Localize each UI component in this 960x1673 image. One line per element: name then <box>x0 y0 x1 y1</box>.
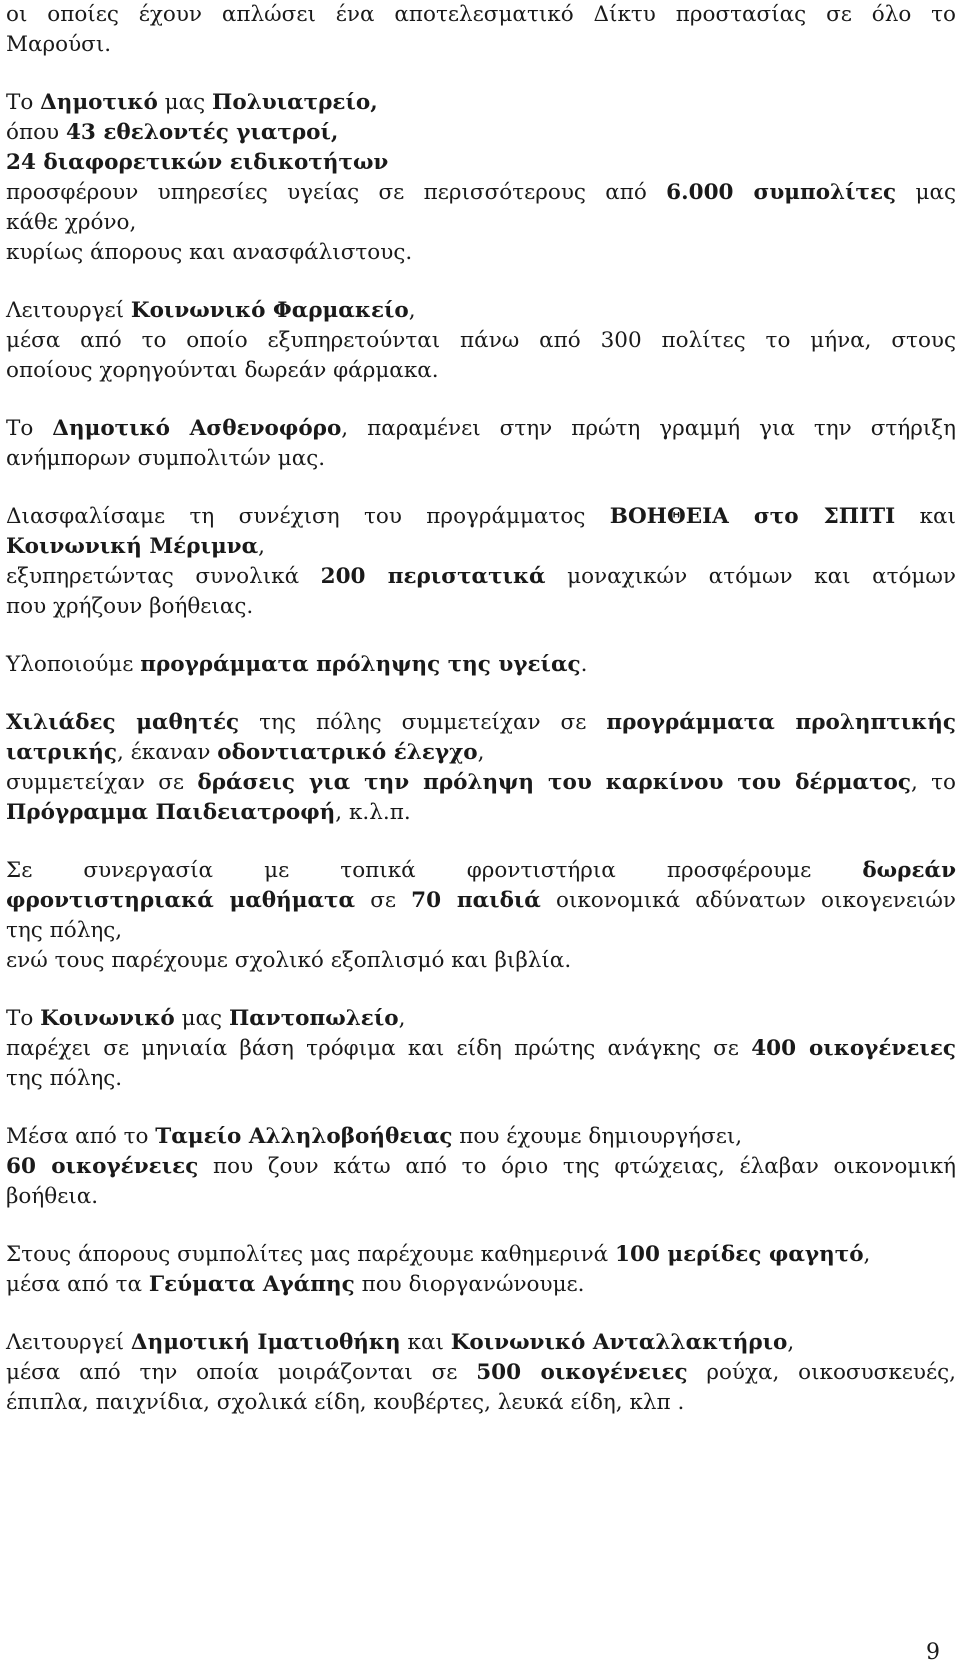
text-line <box>6 1358 956 1388</box>
text-run: ρούχα, οικοσυσκευές, <box>687 1360 956 1385</box>
paragraph <box>6 1328 956 1418</box>
text-line <box>6 532 956 562</box>
bold-text: 6.000 συμπολίτες <box>666 180 897 205</box>
text-run: Μαρούσι. <box>6 32 112 57</box>
text-line <box>6 856 956 886</box>
text-run: Διασφαλίσαμε τη συνέχιση του προγράμματος <box>6 504 610 529</box>
text-line <box>6 1240 956 1270</box>
text-line <box>6 238 956 268</box>
paragraph <box>6 1004 956 1094</box>
bold-text: 43 εθελοντές γιατροί, <box>65 120 339 145</box>
text-run: Μέσα από το <box>6 1124 156 1149</box>
text-run: Λειτουργεί <box>6 298 131 323</box>
text-run: μας <box>896 180 957 205</box>
bold-text: προγράμματα πρόληψης της υγείας <box>140 652 581 677</box>
text-line <box>6 444 956 474</box>
paragraph <box>6 1122 956 1212</box>
paragraph <box>6 856 956 976</box>
text-run: μέσα από το οποίο εξυπηρετούνται πάνω από 300 πολίτες το μήνα, στους <box>6 328 956 353</box>
text-run: , <box>398 1006 406 1031</box>
text-run: , το <box>910 770 956 795</box>
paragraph <box>6 708 956 828</box>
text-run: που ζουν κάτω από το όριο της φτώχειας, έλαβαν οικονομική <box>198 1154 957 1179</box>
text-run: Υλοποιούμε <box>6 652 141 677</box>
text-line <box>6 148 956 178</box>
text-run: εξυπηρετώντας συνολικά <box>6 564 321 589</box>
text-run: κυρίως άπορους και ανασφάλιστους. <box>6 240 413 265</box>
text-run: οι οποίες έχουν απλώσει ένα αποτελεσματικό Δίκτυ προστασίας σε όλο το <box>6 2 956 27</box>
text-run: ανήμπορων συμπολιτών μας. <box>6 446 326 471</box>
bold-text: 500 οικογένειες <box>476 1360 688 1385</box>
bold-text: 100 μερίδες φαγητό <box>615 1242 864 1267</box>
bold-text: 70 παιδιά <box>411 888 541 913</box>
paragraph <box>6 414 956 474</box>
text-run: , <box>408 298 416 323</box>
text-run: Το <box>6 1006 41 1031</box>
text-run: και <box>895 504 956 529</box>
paragraph <box>6 502 956 622</box>
text-run: , <box>258 534 265 559</box>
bold-text: Δημοτικό <box>40 90 158 115</box>
bold-text: δράσεις για την πρόληψη του καρκίνου του δέρματος <box>197 770 911 795</box>
text-line <box>6 738 956 768</box>
text-run: που χρήζουν βοήθειας. <box>6 594 254 619</box>
text-line <box>6 1270 956 1300</box>
text-line <box>6 886 956 916</box>
text-line <box>6 178 956 208</box>
text-line <box>6 1328 956 1358</box>
text-line <box>6 326 956 356</box>
bold-text: ιατρικής <box>6 740 117 765</box>
text-run: μέσα από την οποία μοιράζονται σε <box>6 1360 477 1385</box>
bold-text: Πολυιατρείο, <box>212 90 378 115</box>
bold-text: Κοινωνικό <box>40 1006 175 1031</box>
paragraph <box>6 1240 956 1300</box>
bold-text: Πρόγραμμα Παιδειατροφή <box>6 800 336 825</box>
text-line <box>6 1152 956 1182</box>
text-run: και <box>400 1330 451 1355</box>
page-number: 9 <box>926 1640 940 1665</box>
text-run: που έχουμε δημιουργήσει, <box>452 1124 743 1149</box>
text-run: μας <box>157 90 213 115</box>
text-line <box>6 798 956 828</box>
text-run: , κ.λ.π. <box>335 800 411 825</box>
bold-text: Κοινωνική Μέριμνα <box>6 534 259 559</box>
bold-text: Δημοτικό Ασθενοφόρο <box>52 416 342 441</box>
bold-text: Κοινωνικό Φαρμακείο <box>130 298 409 323</box>
text-run: της πόλης. <box>6 1066 123 1091</box>
text-run: συμμετείχαν σε <box>6 770 198 795</box>
text-run: της πόλης συμμετείχαν σε <box>239 710 607 735</box>
text-run: , <box>787 1330 795 1355</box>
bold-text: Παντοπωλείο <box>228 1006 399 1031</box>
text-line <box>6 1034 956 1064</box>
text-line <box>6 592 956 622</box>
text-line <box>6 118 956 148</box>
text-run: , έκαναν <box>116 740 218 765</box>
text-line <box>6 30 956 60</box>
text-line <box>6 208 956 238</box>
text-run: μοναχικών ατόμων και ατόμων <box>545 564 957 589</box>
text-run: κάθε χρόνο, <box>6 210 137 235</box>
bold-text: προγράμματα προληπτικής <box>606 710 957 735</box>
text-run: Σε συνεργασία με τοπικά φροντιστήρια προσφέρουμε <box>6 858 863 883</box>
text-run: Στους άπορους συμπολίτες μας παρέχουμε καθημερινά <box>6 1242 616 1267</box>
bold-text: 24 διαφορετικών ειδικοτήτων <box>6 150 389 175</box>
bold-text: ΒΟΗΘΕΙΑ στο ΣΠΙΤΙ <box>609 504 896 529</box>
text-run: όπου <box>6 120 66 145</box>
text-run: έπιπλα, παιχνίδια, σχολικά είδη, κουβέρτες, λευκά είδη, κλπ . <box>6 1390 685 1415</box>
bold-text: φροντιστηριακά μαθήματα <box>6 888 356 913</box>
text-line <box>6 650 956 680</box>
text-run: . <box>580 652 588 677</box>
text-line <box>6 1004 956 1034</box>
text-run: Το <box>6 416 53 441</box>
text-run: βοήθεια. <box>6 1184 99 1209</box>
paragraph <box>6 0 956 60</box>
text-line <box>6 414 956 444</box>
text-line <box>6 1182 956 1212</box>
bold-text: Κοινωνικό Ανταλλακτήριο <box>450 1330 788 1355</box>
text-line <box>6 768 956 798</box>
bold-text: Γεύματα Αγάπης <box>148 1272 355 1297</box>
paragraph <box>6 88 956 268</box>
bold-text: Ταμείο Αλληλοβοήθειας <box>155 1124 453 1149</box>
bold-text: οδοντιατρικό έλεγχο <box>217 740 478 765</box>
text-run: παρέχει σε μηνιαία βάση τρόφιμα και είδη πρώτης ανάγκης σε <box>6 1036 752 1061</box>
text-run: , <box>863 1242 871 1267</box>
text-run: Το <box>6 90 41 115</box>
text-run: σε <box>355 888 412 913</box>
text-run: μας <box>174 1006 229 1031</box>
text-line <box>6 946 956 976</box>
bold-text: Δημοτική Ιματιοθήκη <box>130 1330 401 1355</box>
text-run: προσφέρουν υπηρεσίες υγείας σε περισσότερους από <box>6 180 667 205</box>
bold-text: 200 περιστατικά <box>320 564 546 589</box>
text-run: οποίους χορηγούνται δωρεάν φάρμακα. <box>6 358 439 383</box>
text-run: ενώ τους παρέχουμε σχολικό εξοπλισμό και βιβλία. <box>6 948 572 973</box>
text-run: , παραμένει στην πρώτη γραμμή για την στήριξη <box>341 416 956 441</box>
text-line <box>6 1064 956 1094</box>
text-line <box>6 0 956 30</box>
text-run: μέσα από τα <box>6 1272 149 1297</box>
text-line <box>6 1122 956 1152</box>
paragraph <box>6 650 956 680</box>
text-run: Λειτουργεί <box>6 1330 131 1355</box>
text-line <box>6 296 956 326</box>
text-line <box>6 916 956 946</box>
text-line <box>6 708 956 738</box>
document-page <box>6 0 956 1446</box>
bold-text: Χιλιάδες μαθητές <box>6 710 240 735</box>
text-line <box>6 88 956 118</box>
text-run: της πόλης, <box>6 918 123 943</box>
text-run: που διοργανώνουμε. <box>354 1272 585 1297</box>
text-run: , <box>477 740 485 765</box>
text-line <box>6 562 956 592</box>
bold-text: 400 οικογένειες <box>751 1036 956 1061</box>
text-line <box>6 1388 956 1418</box>
bold-text: δωρεάν <box>862 858 956 883</box>
paragraph <box>6 296 956 386</box>
bold-text: 60 οικογένειες <box>6 1154 199 1179</box>
text-line <box>6 356 956 386</box>
text-run: οικονομικά αδύνατων οικογενειών <box>540 888 956 913</box>
text-line <box>6 502 956 532</box>
